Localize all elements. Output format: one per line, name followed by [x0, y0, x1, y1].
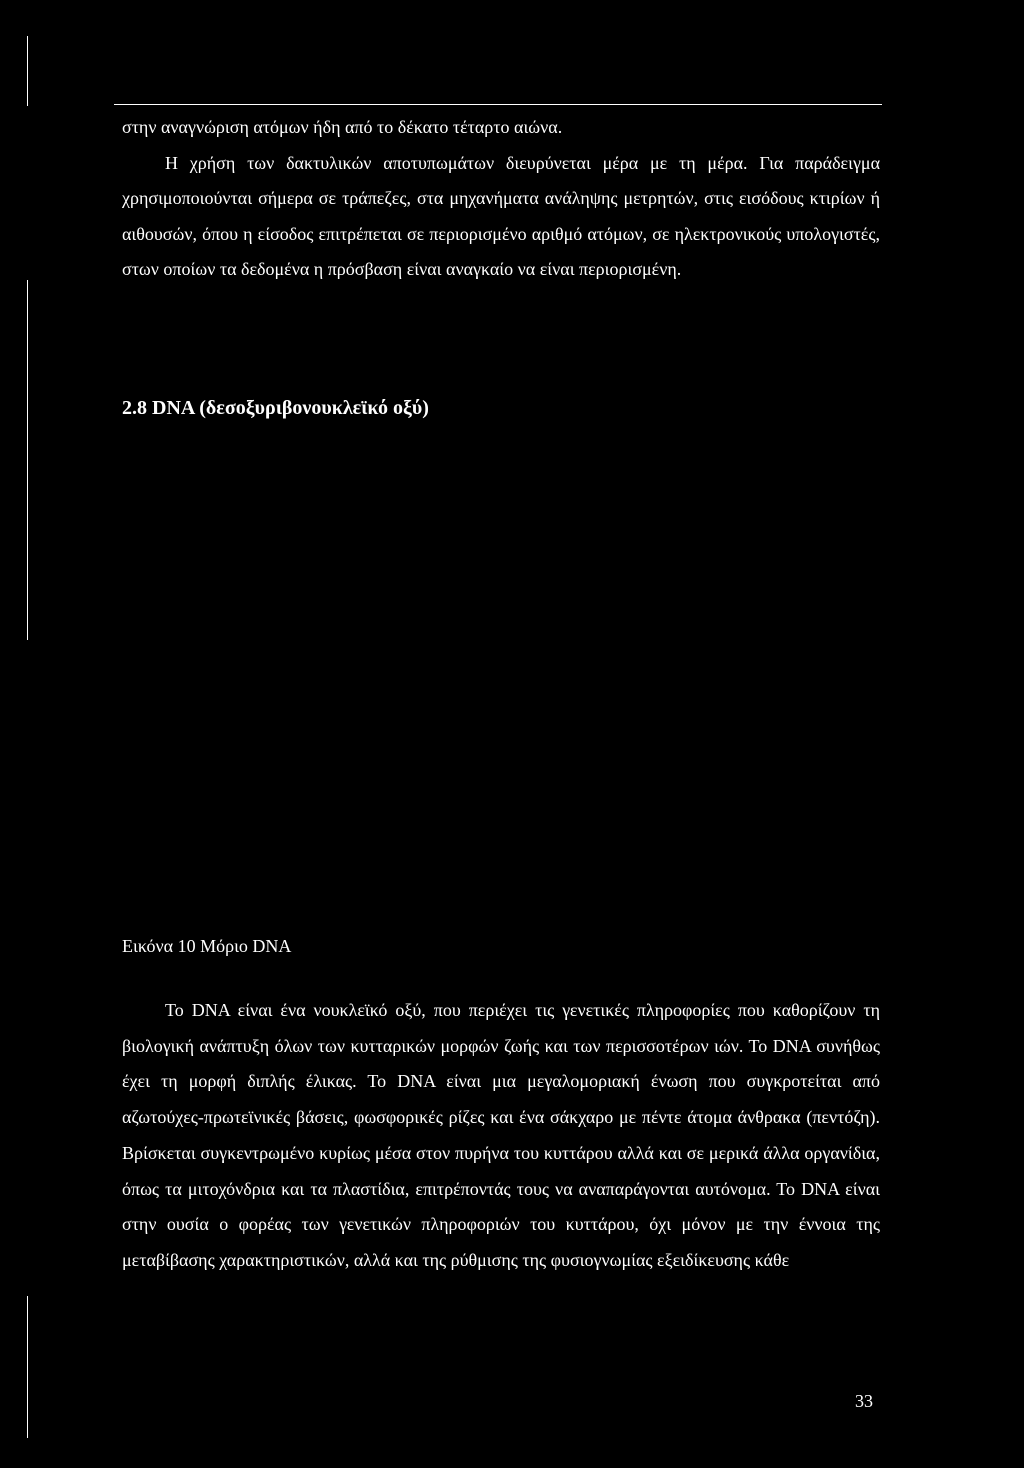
page-number: 33 [855, 1391, 873, 1411]
margin-line [27, 36, 28, 106]
paragraph-dna: Το DNA είναι ένα νουκλεϊκό οξύ, που περιέχει τις γενετικές πληροφορίες που καθορίζουν τη βιολογική ανάπτυξη όλων των κυτταρικών μορφών ζωής και των περισσοτέρων ιών. Το DNA συνήθως έχει τη μορφή διπλής έλικας. Το DNA είναι μια μεγαλομοριακή ένωση που συγκροτείται από αζωτούχες-πρωτεϊνικές βάσεις, φωσφορικές ρίζες και ένα σάκχαρο με πέντε άτομα άνθρακα (πεντόζη). Βρίσκεται συγκεντρωμένο κυρίως μέσα στον πυρήνα του κυττάρου αλλά και σε μερικά άλλα οργανίδια, όπως τα μιτοχόνδρια και τα πλαστίδια, επιτρέποντάς τους να αναπαράγονται αυτόνομα. Το DNA είναι στην ουσία ο φορέας των γενετικών πληροφοριών του κυττάρου, όχι μόνον με την έννοια της μεταβίβασης χαρακτηριστικών, αλλά και της ρύθμισης της φυσιογνωμίας εξειδίκευσης κάθε [122, 1000, 880, 1270]
paragraph-fingerprints: Η χρήση των δακτυλικών αποτυπωμάτων διευρύνεται μέρα με τη μέρα. Για παράδειγμα χρησιμοποιούνται σήμερα σε τράπεζες, στα μηχανήματα ανάληψης μετρητών, στις εισόδους κτιρίων ή αιθουσών, όπου η είσοδος επιτρέπεται σε περιορισμένο αριθμό ατόμων, σε ηλεκτρονικούς υπολογιστές, στων οποίων τα δεδομένα η πρόσβαση είναι αναγκαίο να είναι περιορισμένη. [122, 152, 880, 279]
paragraph-continuation: στην αναγνώριση ατόμων ήδη από το δέκατο τέταρτο αιώνα. [122, 117, 563, 137]
header-rule [114, 104, 882, 105]
margin-line [27, 280, 28, 640]
text-block-top [122, 110, 880, 288]
figure-caption: Εικόνα 10 Μόριο DNA [122, 936, 292, 956]
section-heading: 2.8 DNA (δεσοξυριβονουκλεϊκό οξύ) [122, 397, 429, 419]
margin-line [27, 1296, 28, 1438]
